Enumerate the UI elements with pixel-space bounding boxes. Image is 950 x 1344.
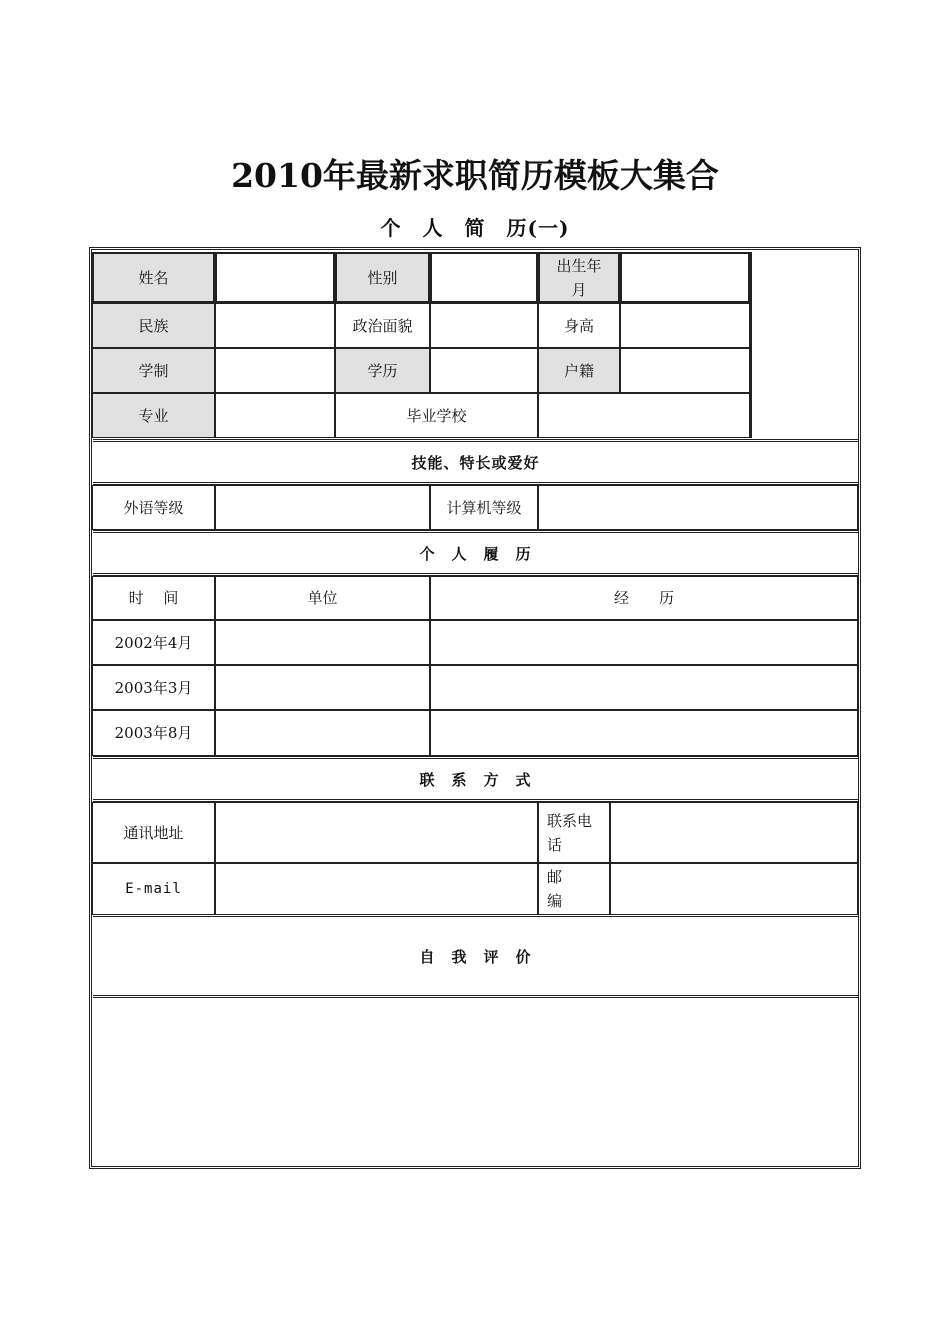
- gender-label: 性别: [335, 252, 430, 303]
- language-level-field[interactable]: [215, 485, 430, 530]
- ethnicity-field[interactable]: [215, 303, 335, 348]
- language-level-label: 外语等级: [92, 485, 215, 530]
- resume-row-experience-field[interactable]: [430, 665, 858, 710]
- birth-field[interactable]: [620, 252, 750, 303]
- page-title: 2010年最新求职简历模板大集合: [231, 156, 719, 195]
- address-label: 通讯地址: [92, 802, 215, 863]
- zip-label: 邮编: [538, 863, 610, 915]
- major-label: 专业: [92, 393, 215, 438]
- political-label: 政治面貌: [335, 303, 430, 348]
- resume-row-date: 2003年8月: [92, 710, 215, 756]
- school-field[interactable]: [538, 393, 750, 438]
- zip-field[interactable]: [610, 863, 858, 915]
- self-evaluation-section-header: 自 我 评 价: [93, 914, 858, 998]
- resume-row-date: 2002年4月: [92, 620, 215, 665]
- address-field[interactable]: [215, 802, 538, 863]
- unit-column-header: 单位: [215, 576, 430, 620]
- self-evaluation-field[interactable]: [92, 998, 858, 1166]
- resume-row-experience-field[interactable]: [430, 710, 858, 756]
- page-subtitle: 个 人 简 历(一): [380, 216, 570, 240]
- photo-area[interactable]: [750, 252, 858, 438]
- time-column-header: 时 间: [92, 576, 215, 620]
- resume-row-unit-field[interactable]: [215, 620, 430, 665]
- email-field[interactable]: [215, 863, 538, 915]
- computer-level-label: 计算机等级: [430, 485, 538, 530]
- gender-field[interactable]: [430, 252, 538, 303]
- education-field[interactable]: [430, 348, 538, 393]
- email-label: E-mail: [92, 863, 215, 915]
- name-label: 姓名: [92, 252, 215, 303]
- computer-level-field[interactable]: [538, 485, 858, 530]
- name-field[interactable]: [215, 252, 335, 303]
- resume-row-date: 2003年3月: [92, 665, 215, 710]
- phone-label: 联系电话: [538, 802, 610, 863]
- resume-row-unit-field[interactable]: [215, 710, 430, 756]
- height-label: 身高: [538, 303, 620, 348]
- political-field[interactable]: [430, 303, 538, 348]
- birth-label: 出生年月: [538, 252, 620, 303]
- school-label: 毕业学校: [335, 393, 538, 438]
- major-field[interactable]: [215, 393, 335, 438]
- hukou-field[interactable]: [620, 348, 750, 393]
- education-label: 学历: [335, 348, 430, 393]
- ethnicity-label: 民族: [92, 303, 215, 348]
- resume-section-header: 个 人 履 历: [93, 530, 858, 576]
- contact-section-header: 联 系 方 式: [93, 756, 858, 802]
- phone-field[interactable]: [610, 802, 858, 863]
- schooling-field[interactable]: [215, 348, 335, 393]
- resume-row-unit-field[interactable]: [215, 665, 430, 710]
- height-field[interactable]: [620, 303, 750, 348]
- experience-column-header: 经 历: [430, 576, 858, 620]
- hukou-label: 户籍: [538, 348, 620, 393]
- resume-row-experience-field[interactable]: [430, 620, 858, 665]
- schooling-label: 学制: [92, 348, 215, 393]
- skills-section-header: 技能、特长或爱好: [93, 439, 858, 485]
